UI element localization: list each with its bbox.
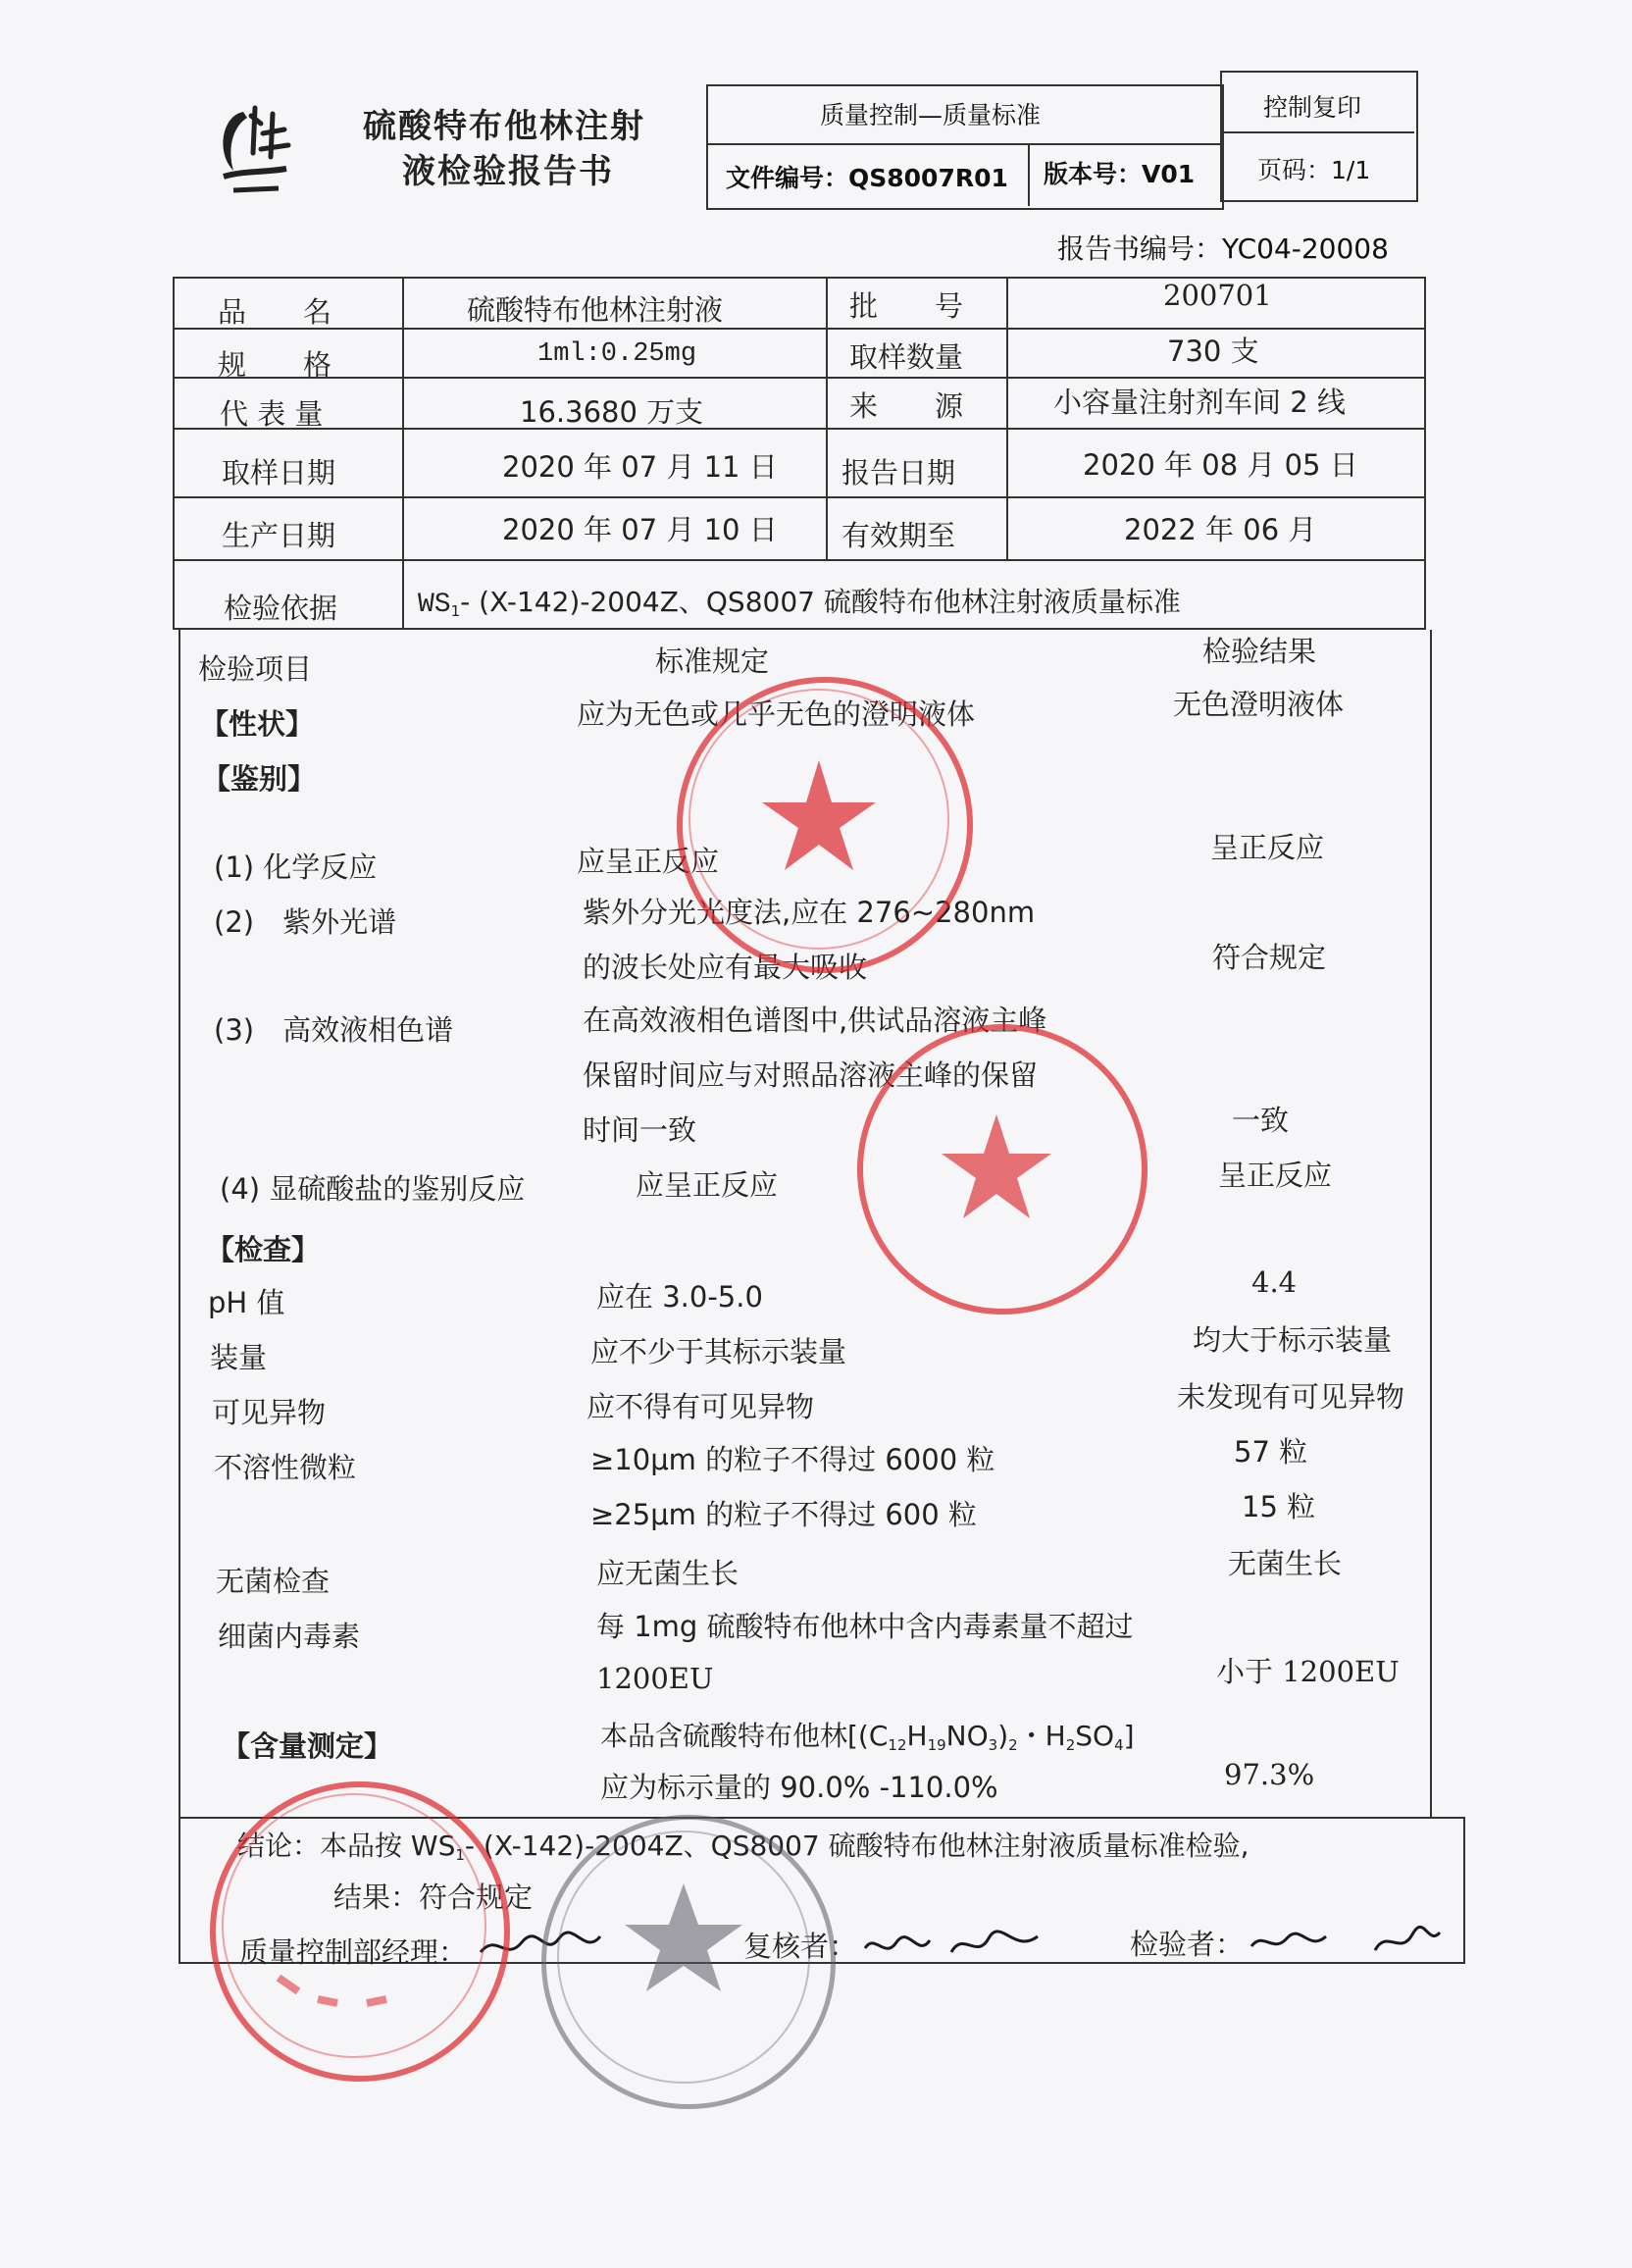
sulfate-std: 应呈正反应 — [636, 1168, 779, 1202]
hplc-std-line2: 保留时间应与对照品溶液主峰的保留 — [583, 1058, 1039, 1092]
batch-label: 批 号 — [849, 289, 964, 323]
hplc-result: 一致 — [1232, 1104, 1290, 1137]
ph-std: 应在 3.0-5.0 — [596, 1280, 763, 1314]
inspector-label: 检验者： — [1130, 1928, 1245, 1961]
sulfate-label: (4) 显硫酸盐的鉴别反应 — [220, 1172, 526, 1206]
report-date-label: 报告日期 — [842, 456, 956, 490]
conclusion-text: 结论：本品按 $WS_1-$ (X-142)-2004Z、QS8007 硫酸特布他林注射液质量标准检验, — [237, 1830, 1250, 1864]
appearance-label: 【性状】 — [200, 707, 315, 741]
report-date-value: 2020 年 08 月 05 日 — [1083, 448, 1358, 482]
sterile-label: 无菌检查 — [216, 1565, 331, 1598]
reviewer-label: 复核者： — [743, 1930, 858, 1963]
appearance-std: 应为无色或几乎无色的澄明液体 — [577, 697, 976, 731]
report-number: 报告书编号：YC04-20008 — [1057, 232, 1389, 265]
prod-date-value: 2020 年 07 月 10 日 — [502, 513, 778, 546]
sample-qty-value: 730 支 — [1167, 335, 1259, 368]
qc-stamp-red — [210, 1781, 510, 2082]
basis-label: 检验依据 — [224, 592, 338, 625]
hplc-std-line3: 时间一致 — [583, 1113, 697, 1147]
assay-label: 【含量测定】 — [222, 1729, 393, 1763]
assay-std-line1: 本品含硫酸特布他林[$(C_{12}H_{19}NO_3)_2$・$H_2SO_4$] — [600, 1720, 1135, 1754]
particle-result-10um: 57 粒 — [1234, 1435, 1308, 1469]
particle-std-25um: ≥25μm 的粒子不得过 600 粒 — [590, 1498, 977, 1531]
company-logo-icon — [204, 94, 302, 202]
assay-std-line2: 应为标示量的 90.0% -110.0% — [600, 1771, 998, 1804]
control-copy-label: 控制复印 — [1263, 93, 1362, 122]
rep-qty-value: 16.3680 万支 — [520, 395, 704, 429]
reviewer-signature — [861, 1921, 1047, 1978]
assay-result: 97.3% — [1224, 1758, 1315, 1791]
sample-date-value: 2020 年 07 月 11 日 — [502, 450, 778, 484]
endotoxin-std-line2: 1200EU — [596, 1662, 714, 1695]
expiry-label: 有效期至 — [842, 519, 956, 552]
prod-date-label: 生产日期 — [222, 519, 336, 552]
doc-title — [363, 104, 645, 194]
expiry-value: 2022 年 06 月 — [1124, 513, 1317, 546]
col-std-header: 标准规定 — [655, 644, 770, 678]
endotoxin-label: 细菌内毒素 — [218, 1620, 361, 1653]
doc-title-line2: 液检验报告书 — [402, 152, 614, 191]
sulfate-result: 呈正反应 — [1218, 1159, 1333, 1192]
source-value: 小容量注射剂车间 2 线 — [1053, 386, 1346, 419]
manager-label: 质量控制部经理： — [239, 1935, 468, 1969]
uv-std-line2: 的波长处应有最大吸收 — [583, 951, 868, 984]
ph-result: 4.4 — [1251, 1265, 1298, 1299]
spec-value: 1ml:0.25mg — [537, 339, 697, 369]
basis-value: $WS_1-$ (X-142)-2004Z、QS8007 硫酸特布他林注射液质量标准 — [418, 586, 1181, 620]
conclusion-result: 结果：符合规定 — [333, 1881, 534, 1914]
sample-qty-label: 取样数量 — [849, 340, 964, 374]
product-name-label: 品 名 — [218, 295, 332, 329]
qc-title: 质量控制—质量标准 — [820, 101, 1042, 129]
sterile-std: 应无菌生长 — [596, 1557, 740, 1590]
spec-label: 规 格 — [218, 348, 332, 382]
fill-result: 均大于标示装量 — [1193, 1323, 1393, 1357]
sample-date-label: 取样日期 — [222, 456, 336, 490]
rep-qty-label: 代 表 量 — [220, 397, 324, 431]
fill-std: 应不少于其标示装量 — [590, 1335, 847, 1368]
endotoxin-std-line1: 每 1mg 硫酸特布他林中含内毒素量不超过 — [596, 1610, 1134, 1643]
header-divider-right — [1220, 131, 1414, 133]
visible-label: 可见异物 — [212, 1396, 327, 1429]
particle-label: 不溶性微粒 — [214, 1451, 357, 1484]
hplc-label: (3) 高效液相色谱 — [214, 1013, 454, 1047]
page-number: 页码：1/1 — [1257, 156, 1371, 184]
ident-label: 【鉴别】 — [202, 762, 317, 796]
uv-label: (2) 紫外光谱 — [214, 905, 397, 939]
product-name-value: 硫酸特布他林注射液 — [467, 293, 724, 327]
source-label: 来 源 — [849, 389, 964, 423]
inspector-signature — [1248, 1917, 1444, 1974]
appearance-result: 无色澄明液体 — [1173, 688, 1345, 721]
version-number: 版本号：V01 — [1044, 160, 1196, 188]
chem-label: (1) 化学反应 — [214, 850, 378, 884]
uv-std-line1: 紫外分光光度法,应在 276~280nm — [583, 896, 1036, 929]
company-stamp-2 — [857, 1024, 1148, 1314]
particle-result-25um: 15 粒 — [1242, 1490, 1316, 1523]
batch-value: 200701 — [1163, 279, 1272, 312]
qc-stamp-gray — [541, 1815, 836, 2109]
col-result-header: 检验结果 — [1202, 635, 1317, 668]
particle-std-10um: ≥10μm 的粒子不得过 6000 粒 — [590, 1443, 995, 1476]
uv-result: 符合规定 — [1212, 941, 1327, 974]
sterile-result: 无菌生长 — [1228, 1547, 1343, 1580]
visible-result: 未发现有可见异物 — [1177, 1380, 1405, 1414]
check-label: 【检查】 — [206, 1233, 321, 1266]
hplc-std-line1: 在高效液相色谱图中,供试品溶液主峰 — [583, 1004, 1047, 1037]
visible-std: 应不得有可见异物 — [586, 1390, 815, 1423]
company-stamp-1 — [677, 677, 973, 973]
file-number: 文件编号：QS8007R01 — [726, 164, 1008, 192]
endotoxin-result: 小于 1200EU — [1216, 1655, 1400, 1688]
chem-result: 呈正反应 — [1210, 831, 1325, 864]
fill-label: 装量 — [210, 1341, 268, 1374]
doc-title-line1: 硫酸特布他林注射 — [363, 107, 645, 146]
header-vdivider — [1028, 143, 1030, 206]
col-item-header: 检验项目 — [198, 652, 313, 686]
chem-std: 应呈正反应 — [577, 845, 720, 878]
ph-label: pH 值 — [208, 1286, 285, 1319]
header-divider — [706, 143, 1220, 145]
